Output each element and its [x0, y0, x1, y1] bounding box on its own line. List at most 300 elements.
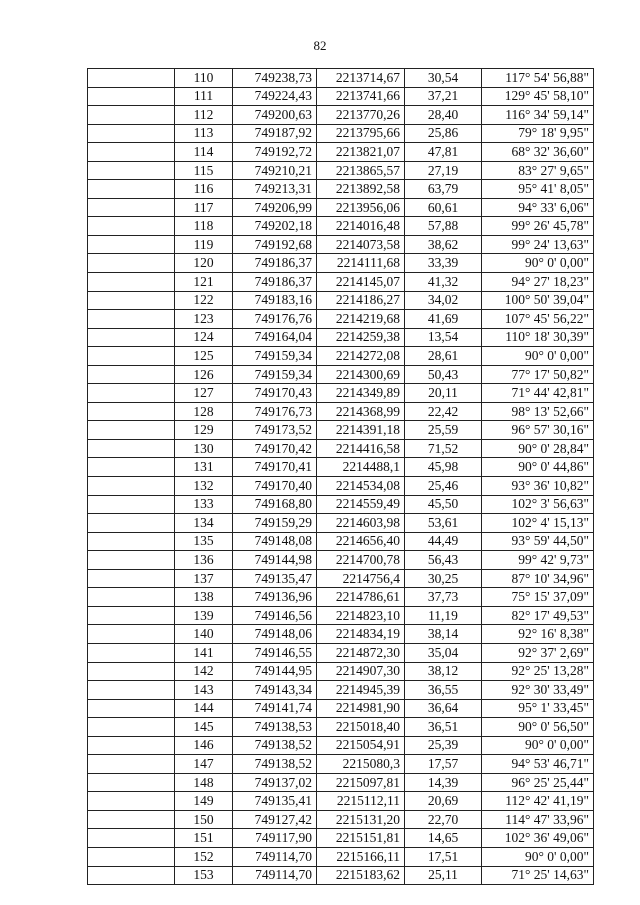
blank-cell — [88, 662, 175, 681]
blank-cell — [88, 588, 175, 607]
length-cell: 63,79 — [405, 180, 482, 199]
table-row — [88, 847, 594, 866]
table-row — [88, 662, 594, 681]
angle-cell: 99° 26' 45,78" — [482, 217, 594, 236]
point-number-cell: 131 — [175, 458, 233, 477]
length-cell: 36,55 — [405, 681, 482, 700]
angle-cell: 87° 10' 34,96" — [482, 569, 594, 588]
table-row — [88, 106, 594, 125]
x-coordinate-cell: 749138,53 — [233, 718, 317, 737]
y-coordinate-cell: 2214756,4 — [317, 569, 405, 588]
coordinates-table-body — [88, 69, 594, 885]
y-coordinate-cell: 2214559,49 — [317, 495, 405, 514]
table-row — [88, 291, 594, 310]
blank-cell — [88, 273, 175, 292]
blank-cell — [88, 681, 175, 700]
x-coordinate-cell: 749213,31 — [233, 180, 317, 199]
angle-cell: 107° 45' 56,22" — [482, 310, 594, 329]
blank-cell — [88, 532, 175, 551]
length-cell: 45,98 — [405, 458, 482, 477]
y-coordinate-cell: 2215131,20 — [317, 810, 405, 829]
blank-cell — [88, 477, 175, 496]
table-row — [88, 217, 594, 236]
angle-cell: 102° 3' 56,63" — [482, 495, 594, 514]
table-row — [88, 829, 594, 848]
angle-cell: 90° 0' 28,84" — [482, 439, 594, 458]
angle-cell: 68° 32' 36,60" — [482, 143, 594, 162]
angle-cell: 96° 25' 25,44" — [482, 773, 594, 792]
table-row — [88, 69, 594, 88]
y-coordinate-cell: 2213892,58 — [317, 180, 405, 199]
table-row — [88, 328, 594, 347]
length-cell: 28,40 — [405, 106, 482, 125]
y-coordinate-cell: 2214656,40 — [317, 532, 405, 551]
angle-cell: 90° 0' 0,00" — [482, 254, 594, 273]
y-coordinate-cell: 2213956,06 — [317, 198, 405, 217]
x-coordinate-cell: 749170,42 — [233, 439, 317, 458]
point-number-cell: 146 — [175, 736, 233, 755]
table-row — [88, 569, 594, 588]
x-coordinate-cell: 749170,43 — [233, 384, 317, 403]
x-coordinate-cell: 749168,80 — [233, 495, 317, 514]
table-row — [88, 532, 594, 551]
x-coordinate-cell: 749170,40 — [233, 477, 317, 496]
angle-cell: 94° 33' 6,06" — [482, 198, 594, 217]
y-coordinate-cell: 2214488,1 — [317, 458, 405, 477]
table-row — [88, 773, 594, 792]
length-cell: 20,69 — [405, 792, 482, 811]
point-number-cell: 119 — [175, 235, 233, 254]
table-row — [88, 477, 594, 496]
table-row — [88, 180, 594, 199]
table-row — [88, 625, 594, 644]
y-coordinate-cell: 2215018,40 — [317, 718, 405, 737]
blank-cell — [88, 625, 175, 644]
point-number-cell: 145 — [175, 718, 233, 737]
y-coordinate-cell: 2213714,67 — [317, 69, 405, 88]
table-row — [88, 143, 594, 162]
angle-cell: 92° 16' 8,38" — [482, 625, 594, 644]
y-coordinate-cell: 2214981,90 — [317, 699, 405, 718]
point-number-cell: 150 — [175, 810, 233, 829]
length-cell: 35,04 — [405, 643, 482, 662]
x-coordinate-cell: 749148,08 — [233, 532, 317, 551]
table-row — [88, 755, 594, 774]
point-number-cell: 121 — [175, 273, 233, 292]
angle-cell: 90° 0' 0,00" — [482, 736, 594, 755]
x-coordinate-cell: 749176,76 — [233, 310, 317, 329]
angle-cell: 99° 42' 9,73" — [482, 551, 594, 570]
angle-cell: 117° 54' 56,88" — [482, 69, 594, 88]
length-cell: 38,62 — [405, 235, 482, 254]
x-coordinate-cell: 749200,63 — [233, 106, 317, 125]
point-number-cell: 148 — [175, 773, 233, 792]
table-row — [88, 551, 594, 570]
point-number-cell: 130 — [175, 439, 233, 458]
y-coordinate-cell: 2214416,58 — [317, 439, 405, 458]
y-coordinate-cell: 2214219,68 — [317, 310, 405, 329]
angle-cell: 92° 25' 13,28" — [482, 662, 594, 681]
length-cell: 44,49 — [405, 532, 482, 551]
blank-cell — [88, 736, 175, 755]
blank-cell — [88, 143, 175, 162]
y-coordinate-cell: 2214272,08 — [317, 347, 405, 366]
blank-cell — [88, 217, 175, 236]
blank-cell — [88, 439, 175, 458]
table-row — [88, 736, 594, 755]
angle-cell: 94° 53' 46,71" — [482, 755, 594, 774]
angle-cell: 90° 0' 44,86" — [482, 458, 594, 477]
length-cell: 28,61 — [405, 347, 482, 366]
blank-cell — [88, 643, 175, 662]
point-number-cell: 153 — [175, 866, 233, 885]
x-coordinate-cell: 749192,72 — [233, 143, 317, 162]
angle-cell: 90° 0' 0,00" — [482, 847, 594, 866]
x-coordinate-cell: 749143,34 — [233, 681, 317, 700]
x-coordinate-cell: 749146,55 — [233, 643, 317, 662]
angle-cell: 93° 36' 10,82" — [482, 477, 594, 496]
point-number-cell: 141 — [175, 643, 233, 662]
point-number-cell: 140 — [175, 625, 233, 644]
point-number-cell: 134 — [175, 514, 233, 533]
y-coordinate-cell: 2215112,11 — [317, 792, 405, 811]
point-number-cell: 115 — [175, 161, 233, 180]
table-row — [88, 514, 594, 533]
blank-cell — [88, 328, 175, 347]
point-number-cell: 120 — [175, 254, 233, 273]
blank-cell — [88, 421, 175, 440]
x-coordinate-cell: 749238,73 — [233, 69, 317, 88]
length-cell: 60,61 — [405, 198, 482, 217]
y-coordinate-cell: 2214945,39 — [317, 681, 405, 700]
point-number-cell: 144 — [175, 699, 233, 718]
length-cell: 34,02 — [405, 291, 482, 310]
angle-cell: 77° 17' 50,82" — [482, 365, 594, 384]
y-coordinate-cell: 2215151,81 — [317, 829, 405, 848]
y-coordinate-cell: 2214259,38 — [317, 328, 405, 347]
point-number-cell: 133 — [175, 495, 233, 514]
point-number-cell: 122 — [175, 291, 233, 310]
x-coordinate-cell: 749224,43 — [233, 87, 317, 106]
length-cell: 17,57 — [405, 755, 482, 774]
angle-cell: 98° 13' 52,66" — [482, 402, 594, 421]
point-number-cell: 147 — [175, 755, 233, 774]
x-coordinate-cell: 749159,34 — [233, 365, 317, 384]
blank-cell — [88, 124, 175, 143]
x-coordinate-cell: 749114,70 — [233, 847, 317, 866]
blank-cell — [88, 291, 175, 310]
y-coordinate-cell: 2213770,26 — [317, 106, 405, 125]
angle-cell: 102° 4' 15,13" — [482, 514, 594, 533]
length-cell: 11,19 — [405, 606, 482, 625]
x-coordinate-cell: 749187,92 — [233, 124, 317, 143]
angle-cell: 114° 47' 33,96" — [482, 810, 594, 829]
table-row — [88, 402, 594, 421]
length-cell: 14,65 — [405, 829, 482, 848]
blank-cell — [88, 161, 175, 180]
angle-cell: 92° 30' 33,49" — [482, 681, 594, 700]
x-coordinate-cell: 749127,42 — [233, 810, 317, 829]
point-number-cell: 138 — [175, 588, 233, 607]
table-row — [88, 866, 594, 885]
length-cell: 13,54 — [405, 328, 482, 347]
angle-cell: 71° 25' 14,63" — [482, 866, 594, 885]
length-cell: 56,43 — [405, 551, 482, 570]
y-coordinate-cell: 2214349,89 — [317, 384, 405, 403]
length-cell: 22,70 — [405, 810, 482, 829]
x-coordinate-cell: 749136,96 — [233, 588, 317, 607]
angle-cell: 93° 59' 44,50" — [482, 532, 594, 551]
page-number: 82 — [313, 38, 327, 53]
y-coordinate-cell: 2213821,07 — [317, 143, 405, 162]
length-cell: 27,19 — [405, 161, 482, 180]
x-coordinate-cell: 749173,52 — [233, 421, 317, 440]
length-cell: 57,88 — [405, 217, 482, 236]
y-coordinate-cell: 2214786,61 — [317, 588, 405, 607]
x-coordinate-cell: 749186,37 — [233, 254, 317, 273]
x-coordinate-cell: 749206,99 — [233, 198, 317, 217]
blank-cell — [88, 69, 175, 88]
y-coordinate-cell: 2213865,57 — [317, 161, 405, 180]
x-coordinate-cell: 749176,73 — [233, 402, 317, 421]
point-number-cell: 118 — [175, 217, 233, 236]
table-row — [88, 235, 594, 254]
blank-cell — [88, 551, 175, 570]
length-cell: 53,61 — [405, 514, 482, 533]
table-row — [88, 810, 594, 829]
point-number-cell: 111 — [175, 87, 233, 106]
angle-cell: 110° 18' 30,39" — [482, 328, 594, 347]
angle-cell: 116° 34' 59,14" — [482, 106, 594, 125]
blank-cell — [88, 235, 175, 254]
length-cell: 17,51 — [405, 847, 482, 866]
x-coordinate-cell: 749148,06 — [233, 625, 317, 644]
point-number-cell: 143 — [175, 681, 233, 700]
blank-cell — [88, 829, 175, 848]
x-coordinate-cell: 749146,56 — [233, 606, 317, 625]
table-row — [88, 161, 594, 180]
length-cell: 25,39 — [405, 736, 482, 755]
length-cell: 36,64 — [405, 699, 482, 718]
y-coordinate-cell: 2214368,99 — [317, 402, 405, 421]
angle-cell: 102° 36' 49,06" — [482, 829, 594, 848]
table-row — [88, 606, 594, 625]
point-number-cell: 114 — [175, 143, 233, 162]
y-coordinate-cell: 2214700,78 — [317, 551, 405, 570]
x-coordinate-cell: 749159,29 — [233, 514, 317, 533]
table-row — [88, 310, 594, 329]
y-coordinate-cell: 2214016,48 — [317, 217, 405, 236]
x-coordinate-cell: 749137,02 — [233, 773, 317, 792]
blank-cell — [88, 254, 175, 273]
x-coordinate-cell: 749114,70 — [233, 866, 317, 885]
table-row — [88, 347, 594, 366]
blank-cell — [88, 106, 175, 125]
blank-cell — [88, 87, 175, 106]
length-cell: 30,25 — [405, 569, 482, 588]
y-coordinate-cell: 2214186,27 — [317, 291, 405, 310]
table-row — [88, 273, 594, 292]
length-cell: 14,39 — [405, 773, 482, 792]
angle-cell: 83° 27' 9,65" — [482, 161, 594, 180]
x-coordinate-cell: 749159,34 — [233, 347, 317, 366]
point-number-cell: 128 — [175, 402, 233, 421]
y-coordinate-cell: 2214872,30 — [317, 643, 405, 662]
x-coordinate-cell: 749210,21 — [233, 161, 317, 180]
y-coordinate-cell: 2214111,68 — [317, 254, 405, 273]
point-number-cell: 142 — [175, 662, 233, 681]
length-cell: 33,39 — [405, 254, 482, 273]
blank-cell — [88, 402, 175, 421]
length-cell: 37,73 — [405, 588, 482, 607]
length-cell: 20,11 — [405, 384, 482, 403]
y-coordinate-cell: 2214823,10 — [317, 606, 405, 625]
blank-cell — [88, 310, 175, 329]
angle-cell: 79° 18' 9,95" — [482, 124, 594, 143]
table-row — [88, 681, 594, 700]
angle-cell: 90° 0' 0,00" — [482, 347, 594, 366]
blank-cell — [88, 866, 175, 885]
point-number-cell: 139 — [175, 606, 233, 625]
length-cell: 71,52 — [405, 439, 482, 458]
length-cell: 25,86 — [405, 124, 482, 143]
y-coordinate-cell: 2215097,81 — [317, 773, 405, 792]
y-coordinate-cell: 2214603,98 — [317, 514, 405, 533]
length-cell: 25,11 — [405, 866, 482, 885]
point-number-cell: 137 — [175, 569, 233, 588]
point-number-cell: 127 — [175, 384, 233, 403]
table-row — [88, 643, 594, 662]
angle-cell: 92° 37' 2,69" — [482, 643, 594, 662]
length-cell: 45,50 — [405, 495, 482, 514]
table-row — [88, 588, 594, 607]
table-row — [88, 458, 594, 477]
point-number-cell: 112 — [175, 106, 233, 125]
blank-cell — [88, 384, 175, 403]
y-coordinate-cell: 2214145,07 — [317, 273, 405, 292]
x-coordinate-cell: 749138,52 — [233, 736, 317, 755]
angle-cell: 75° 15' 37,09" — [482, 588, 594, 607]
coordinates-table — [87, 68, 594, 885]
y-coordinate-cell: 2213741,66 — [317, 87, 405, 106]
point-number-cell: 152 — [175, 847, 233, 866]
x-coordinate-cell: 749170,41 — [233, 458, 317, 477]
blank-cell — [88, 810, 175, 829]
table-row — [88, 421, 594, 440]
angle-cell: 71° 44' 42,81" — [482, 384, 594, 403]
blank-cell — [88, 198, 175, 217]
point-number-cell: 116 — [175, 180, 233, 199]
x-coordinate-cell: 749144,98 — [233, 551, 317, 570]
x-coordinate-cell: 749138,52 — [233, 755, 317, 774]
x-coordinate-cell: 749135,41 — [233, 792, 317, 811]
table-row — [88, 87, 594, 106]
y-coordinate-cell: 2214534,08 — [317, 477, 405, 496]
angle-cell: 99° 24' 13,63" — [482, 235, 594, 254]
point-number-cell: 124 — [175, 328, 233, 347]
length-cell: 47,81 — [405, 143, 482, 162]
angle-cell: 129° 45' 58,10" — [482, 87, 594, 106]
y-coordinate-cell: 2213795,66 — [317, 124, 405, 143]
table-row — [88, 439, 594, 458]
table-row — [88, 365, 594, 384]
point-number-cell: 126 — [175, 365, 233, 384]
y-coordinate-cell: 2214834,19 — [317, 625, 405, 644]
angle-cell: 95° 41' 8,05" — [482, 180, 594, 199]
point-number-cell: 135 — [175, 532, 233, 551]
point-number-cell: 129 — [175, 421, 233, 440]
length-cell: 25,46 — [405, 477, 482, 496]
point-number-cell: 110 — [175, 69, 233, 88]
length-cell: 41,69 — [405, 310, 482, 329]
table-row — [88, 124, 594, 143]
x-coordinate-cell: 749202,18 — [233, 217, 317, 236]
angle-cell: 82° 17' 49,53" — [482, 606, 594, 625]
blank-cell — [88, 606, 175, 625]
length-cell: 38,14 — [405, 625, 482, 644]
table-row — [88, 792, 594, 811]
point-number-cell: 151 — [175, 829, 233, 848]
blank-cell — [88, 347, 175, 366]
angle-cell: 94° 27' 18,23" — [482, 273, 594, 292]
y-coordinate-cell: 2215054,91 — [317, 736, 405, 755]
length-cell: 25,59 — [405, 421, 482, 440]
point-number-cell: 149 — [175, 792, 233, 811]
blank-cell — [88, 718, 175, 737]
point-number-cell: 117 — [175, 198, 233, 217]
length-cell: 30,54 — [405, 69, 482, 88]
y-coordinate-cell: 2215183,62 — [317, 866, 405, 885]
y-coordinate-cell: 2214300,69 — [317, 365, 405, 384]
blank-cell — [88, 699, 175, 718]
point-number-cell: 123 — [175, 310, 233, 329]
table-row — [88, 718, 594, 737]
blank-cell — [88, 495, 175, 514]
x-coordinate-cell: 749141,74 — [233, 699, 317, 718]
y-coordinate-cell: 2215080,3 — [317, 755, 405, 774]
x-coordinate-cell: 749144,95 — [233, 662, 317, 681]
length-cell: 38,12 — [405, 662, 482, 681]
length-cell: 37,21 — [405, 87, 482, 106]
angle-cell: 100° 50' 39,04" — [482, 291, 594, 310]
point-number-cell: 113 — [175, 124, 233, 143]
x-coordinate-cell: 749186,37 — [233, 273, 317, 292]
length-cell: 41,32 — [405, 273, 482, 292]
table-row — [88, 699, 594, 718]
point-number-cell: 132 — [175, 477, 233, 496]
angle-cell: 90° 0' 56,50" — [482, 718, 594, 737]
table-row — [88, 495, 594, 514]
blank-cell — [88, 773, 175, 792]
blank-cell — [88, 514, 175, 533]
y-coordinate-cell: 2214391,18 — [317, 421, 405, 440]
y-coordinate-cell: 2214907,30 — [317, 662, 405, 681]
blank-cell — [88, 458, 175, 477]
point-number-cell: 136 — [175, 551, 233, 570]
x-coordinate-cell: 749164,04 — [233, 328, 317, 347]
y-coordinate-cell: 2214073,58 — [317, 235, 405, 254]
y-coordinate-cell: 2215166,11 — [317, 847, 405, 866]
blank-cell — [88, 847, 175, 866]
x-coordinate-cell: 749117,90 — [233, 829, 317, 848]
table-row — [88, 384, 594, 403]
x-coordinate-cell: 749135,47 — [233, 569, 317, 588]
table-row — [88, 198, 594, 217]
angle-cell: 95° 1' 33,45" — [482, 699, 594, 718]
length-cell: 50,43 — [405, 365, 482, 384]
blank-cell — [88, 755, 175, 774]
blank-cell — [88, 365, 175, 384]
